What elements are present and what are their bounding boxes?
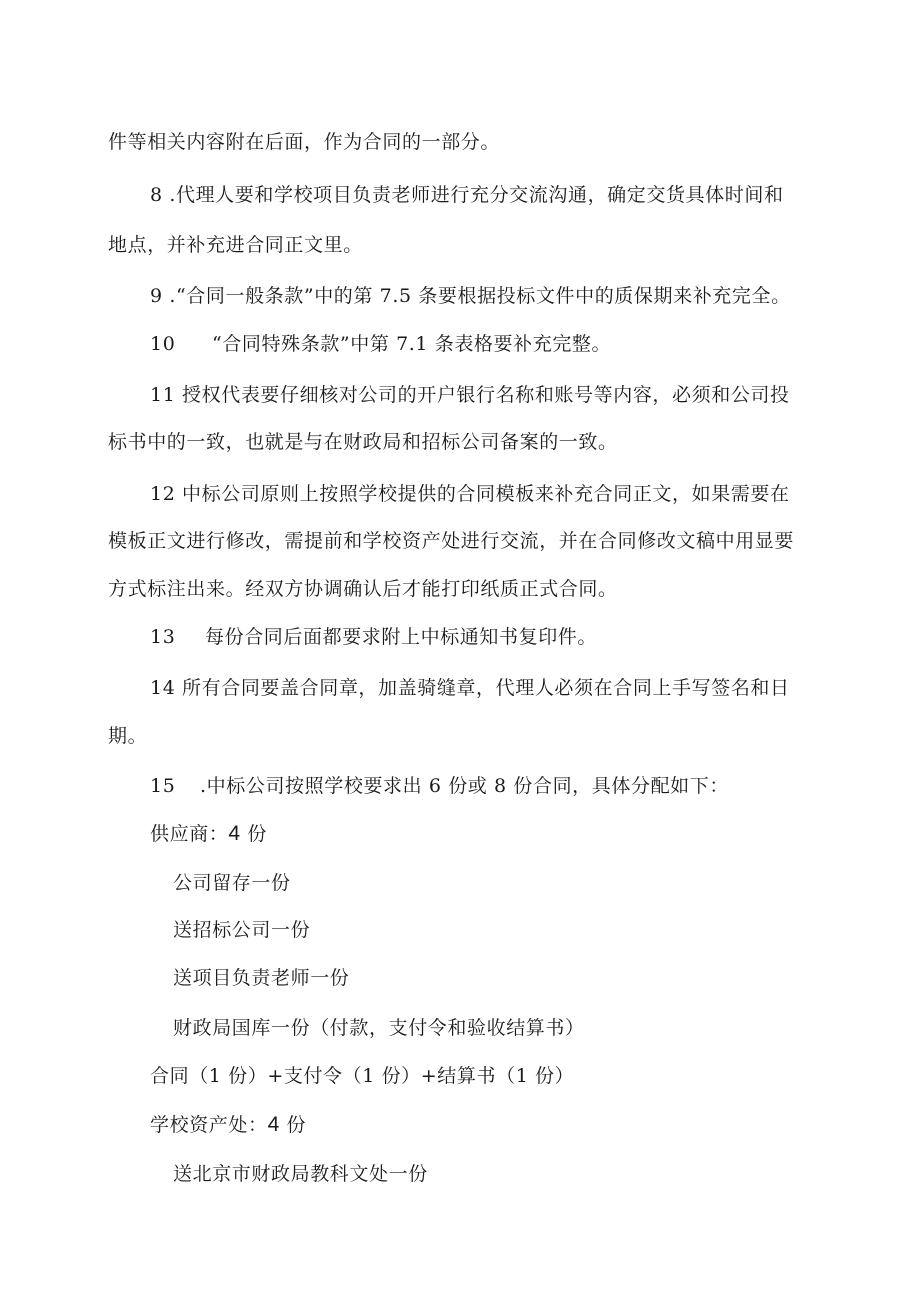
- paragraph-line: 件等相关内容附在后面，作为合同的一部分。: [108, 131, 501, 153]
- list-item: 送项目负责老师一份: [173, 967, 350, 989]
- item-number: 13: [150, 626, 176, 648]
- paragraph-line: 11 授权代表要仔细核对公司的开户银行名称和账号等内容，必须和公司投: [150, 384, 790, 406]
- supplier-count: 4: [228, 822, 241, 845]
- paragraph-line: 地点，并补充进合同正文里。: [108, 234, 363, 256]
- item-number: 10: [150, 333, 176, 355]
- paragraph-line: 9 .“合同一般条款”中的第 7.5 条要根据投标文件中的质保期来补充完全。: [150, 285, 791, 307]
- list-item: 送招标公司一份: [173, 919, 311, 941]
- list-item: 财政局国库一份（付款，支付令和验收结算书）: [173, 1017, 585, 1039]
- list-item: 公司留存一份: [173, 872, 291, 894]
- school-unit: 份: [286, 1114, 307, 1136]
- school-label-text: 学校资产处：: [150, 1114, 268, 1136]
- supplier-label: [150, 822, 267, 846]
- school-count: 4: [267, 1113, 280, 1136]
- paragraph-line: 标书中的一致，也就是与在财政局和招标公司备案的一致。: [108, 431, 618, 453]
- paragraph-line: 合同（1 份）+支付令（1 份）+结算书（1 份）: [150, 1065, 575, 1087]
- paragraph-line: 每份合同后面都要求附上中标通知书复印件。: [205, 626, 598, 648]
- paragraph-line: 方式标注出来。经双方协调确认后才能打印纸质正式合同。: [108, 578, 618, 600]
- item-number: 15: [150, 775, 176, 797]
- list-item: 送北京市财政局教科文处一份: [173, 1163, 428, 1185]
- paragraph-line: 12 中标公司原则上按照学校提供的合同模板来补充合同正文，如果需要在: [150, 483, 790, 505]
- paragraph-line: “合同特殊条款”中第 7.1 条表格要补充完整。: [212, 333, 612, 355]
- school-label: [150, 1113, 306, 1137]
- supplier-unit: 份: [247, 823, 267, 845]
- paragraph-line: 14 所有合同要盖合同章，加盖骑缝章，代理人必须在合同上手写签名和日: [150, 677, 790, 699]
- paragraph-line: 期。: [108, 725, 148, 747]
- paragraph-line: .中标公司按照学校要求出 6 份或 8 份合同，具体分配如下：: [200, 775, 729, 797]
- paragraph-line: 模板正文进行修改，需提前和学校资产处进行交流，并在合同修改文稿中用显要: [108, 530, 795, 552]
- paragraph-line: 8 .代理人要和学校项目负责老师进行充分交流沟通，确定交货具体时间和: [150, 184, 784, 206]
- supplier-label-text: 供应商：: [150, 823, 229, 845]
